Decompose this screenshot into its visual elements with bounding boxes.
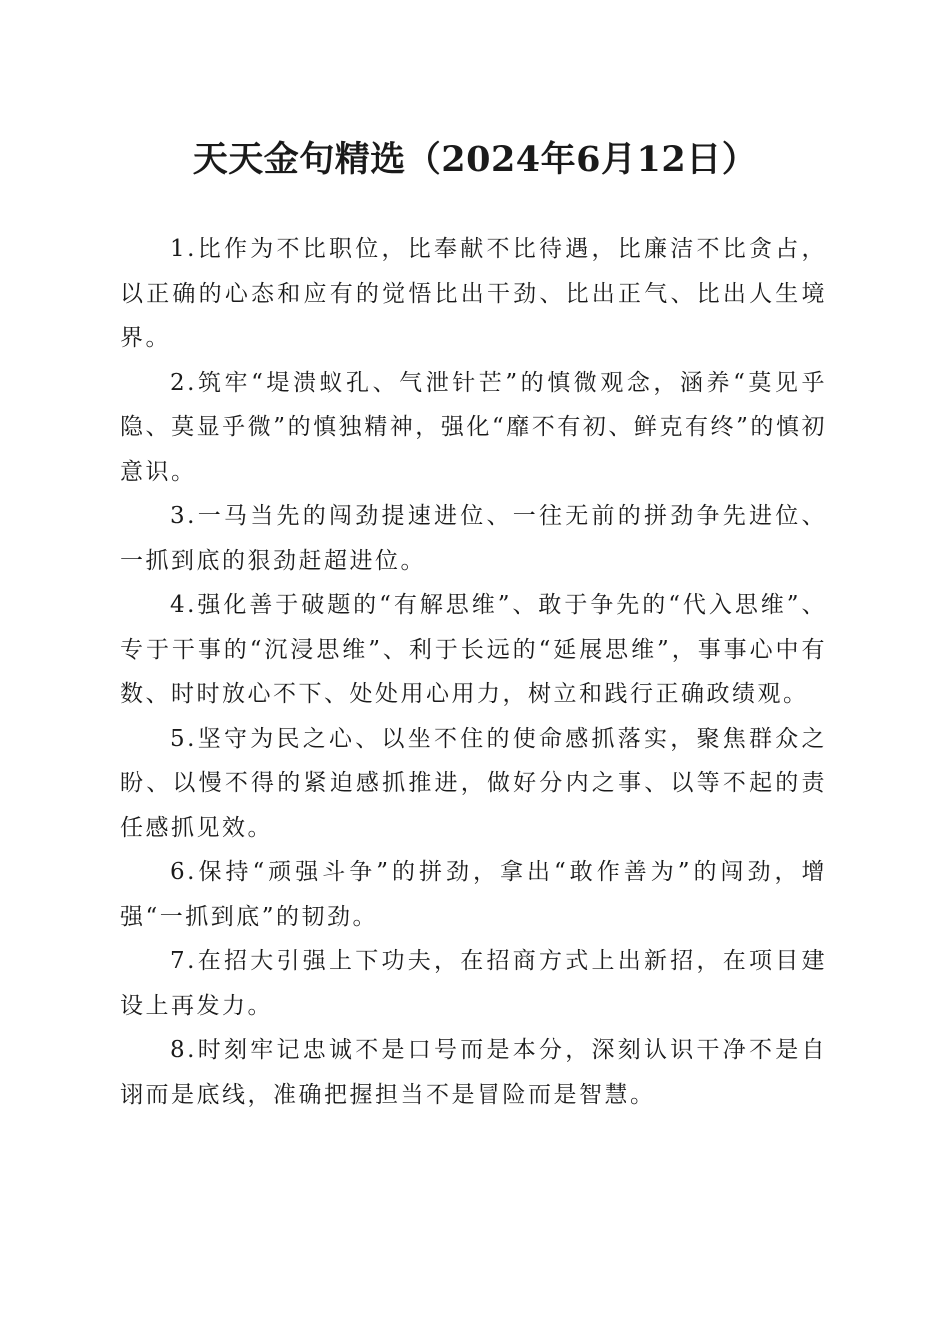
paragraph-4: 4.强化善于破题的“有解思维”、敢于争先的“代入思维”、专于干事的“沉浸思维”、利于长远的“延展思维”，事事心中有数、时时放心不下、处处用心用力，树立和践行正确政绩观。 bbox=[120, 592, 827, 707]
document-body bbox=[120, 227, 827, 1117]
paragraph-5: 5.坚守为民之心、以坐不住的使命感抓落实，聚焦群众之盼、以慢不得的紧迫感抓推进，做好分内之事、以等不起的责任感抓见效。 bbox=[120, 725, 827, 841]
paragraph-6: 6.保持“顽强斗争”的拼劲，拿出“敢作善为”的闯劲，增强“一抓到底”的韧劲。 bbox=[120, 859, 827, 930]
page-title: 天天金句精选（2024年6月12日） bbox=[192, 139, 758, 180]
paragraph-8: 8.时刻牢记忠诚不是口号而是本分，深刻认识干净不是自诩而是底线，准确把握担当不是冒险而是智慧。 bbox=[120, 1037, 827, 1108]
paragraph-1: 1.比作为不比职位，比奉献不比待遇，比廉洁不比贪占，以正确的心态和应有的觉悟比出干劲、比出正气、比出人生境界。 bbox=[120, 236, 827, 351]
paragraph-7: 7.在招大引强上下功夫，在招商方式上出新招，在项目建设上再发力。 bbox=[120, 948, 827, 1019]
paragraph-2: 2.筑牢“堤溃蚁孔、气泄针芒”的慎微观念，涵养“莫见乎隐、莫显乎微”的慎独精神，强化“靡不有初、鲜克有终”的慎初意识。 bbox=[120, 369, 827, 485]
paragraph-3: 3.一马当先的闯劲提速进位、一往无前的拼劲争先进位、一抓到底的狠劲赶超进位。 bbox=[120, 503, 827, 574]
